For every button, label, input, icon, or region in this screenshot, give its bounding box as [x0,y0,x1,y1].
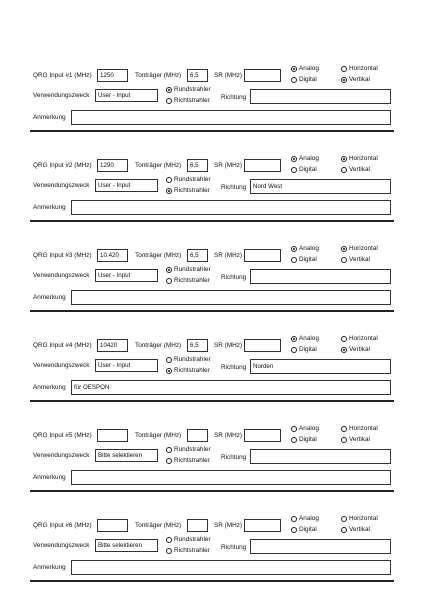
vertikal-radio[interactable] [341,77,347,83]
section-divider [30,220,394,222]
digital-radio[interactable] [291,347,297,353]
vertikal-radio[interactable] [341,347,347,353]
sr-label: SR (MHz) [214,252,243,259]
horizontal-label: Horizontal [349,155,378,162]
verwendungszweck-label: Verwendungszweck [33,362,90,369]
anmerkung-label: Anmerkung [33,204,66,211]
analog-radio[interactable] [291,336,297,342]
rundstrahler-label: Rundstrahler [174,536,211,543]
richtstrahler-label: Richtstrahler [174,97,210,104]
qrg-input[interactable] [97,429,128,442]
richtung-input[interactable]: Nord West [250,179,391,194]
vertikal-radio[interactable] [341,437,347,443]
richtstrahler-label: Richtstrahler [174,367,210,374]
horizontal-label: Horizontal [349,65,378,72]
horizontal-label: Horizontal [349,245,378,252]
analog-radio[interactable] [291,246,297,252]
vertikal-radio[interactable] [341,257,347,263]
section-divider [30,130,394,132]
sr-label: SR (MHz) [214,72,243,79]
horizontal-radio[interactable] [341,156,347,162]
qrg-input[interactable] [97,519,128,532]
tontraeger-label: Tonträger (MHz) [135,162,182,169]
rundstrahler-radio[interactable] [166,357,172,363]
richtung-label: Richtung [221,364,247,371]
richtung-label: Richtung [221,94,247,101]
richtung-input[interactable]: Norden [250,359,391,374]
qrg-input-block-5 [0,421,424,511]
vertikal-label: Vertikal [349,526,370,533]
qrg-input-block-3 [0,241,424,331]
sr-input[interactable] [244,159,281,172]
richtung-input[interactable] [250,89,391,104]
qrg-input[interactable]: 1250 [97,69,128,82]
digital-label: Digital [299,436,317,443]
richtstrahler-radio[interactable] [166,458,172,464]
sr-label: SR (MHz) [214,342,243,349]
sr-label: SR (MHz) [214,432,243,439]
anmerkung-label: Anmerkung [33,564,66,571]
anmerkung-input[interactable] [71,200,391,215]
horizontal-label: Horizontal [349,515,378,522]
qrg-input[interactable]: 10420 [97,339,128,352]
richtstrahler-label: Richtstrahler [174,277,210,284]
qrg-label: QRG Input #6 (MHz) [33,522,92,529]
horizontal-label: Horizontal [349,335,378,342]
anmerkung-input[interactable] [71,470,391,485]
qrg-input-block-6 [0,511,424,601]
digital-radio[interactable] [291,77,297,83]
analog-label: Analog [299,515,319,522]
tontraeger-input[interactable]: 6,5 [187,249,208,262]
qrg-input-block-4 [0,331,424,421]
analog-label: Analog [299,155,319,162]
tontraeger-label: Tonträger (MHz) [135,432,182,439]
analog-label: Analog [299,335,319,342]
vertikal-label: Vertikal [349,346,370,353]
rundstrahler-radio[interactable] [166,537,172,543]
qrg-input[interactable]: 1290 [97,159,128,172]
horizontal-radio[interactable] [341,336,347,342]
vertikal-label: Vertikal [349,166,370,173]
richtstrahler-radio[interactable] [166,188,172,194]
richtung-input[interactable] [250,539,391,554]
rundstrahler-radio[interactable] [166,267,172,273]
richtstrahler-label: Richtstrahler [174,457,210,464]
vertikal-label: Vertikal [349,76,370,83]
verwendungszweck-select[interactable]: User - Input [95,89,158,102]
digital-label: Digital [299,346,317,353]
horizontal-label: Horizontal [349,425,378,432]
vertikal-radio[interactable] [341,527,347,533]
digital-label: Digital [299,526,317,533]
analog-label: Analog [299,65,319,72]
richtung-label: Richtung [221,274,247,281]
richtstrahler-radio[interactable] [166,548,172,554]
verwendungszweck-select[interactable]: Bitte selektieren [95,539,158,552]
tontraeger-input[interactable]: 6,5 [187,69,208,82]
section-divider [30,580,394,582]
tontraeger-label: Tonträger (MHz) [135,252,182,259]
sr-input[interactable] [244,69,281,82]
sr-label: SR (MHz) [214,162,243,169]
richtstrahler-label: Richtstrahler [174,187,210,194]
analog-radio[interactable] [291,516,297,522]
analog-label: Analog [299,425,319,432]
sr-label: SR (MHz) [214,522,243,529]
sr-input[interactable] [244,339,281,352]
anmerkung-input[interactable] [71,290,391,305]
rundstrahler-radio[interactable] [166,177,172,183]
rundstrahler-radio[interactable] [166,87,172,93]
verwendungszweck-label: Verwendungszweck [33,92,90,99]
sr-input[interactable] [244,429,281,442]
richtung-label: Richtung [221,184,247,191]
qrg-label: QRG Input #4 (MHz) [33,342,92,349]
sr-input[interactable] [244,519,281,532]
anmerkung-input[interactable] [71,560,391,575]
anmerkung-label: Anmerkung [33,474,66,481]
richtung-input[interactable] [250,449,391,464]
richtstrahler-radio[interactable] [166,278,172,284]
rundstrahler-label: Rundstrahler [174,446,211,453]
tontraeger-input[interactable] [187,429,208,442]
horizontal-radio[interactable] [341,66,347,72]
vertikal-label: Vertikal [349,436,370,443]
horizontal-radio[interactable] [341,516,347,522]
verwendungszweck-label: Verwendungszweck [33,272,90,279]
tontraeger-label: Tonträger (MHz) [135,342,182,349]
anmerkung-input[interactable] [71,110,391,125]
vertikal-radio[interactable] [341,167,347,173]
rundstrahler-label: Rundstrahler [174,356,211,363]
digital-radio[interactable] [291,167,297,173]
verwendungszweck-label: Verwendungszweck [33,542,90,549]
rundstrahler-radio[interactable] [166,447,172,453]
rundstrahler-label: Rundstrahler [174,266,211,273]
analog-radio[interactable] [291,66,297,72]
analog-radio[interactable] [291,156,297,162]
qrg-label: QRG Input #5 (MHz) [33,432,92,439]
richtstrahler-radio[interactable] [166,368,172,374]
sr-input[interactable] [244,249,281,262]
rundstrahler-label: Rundstrahler [174,176,211,183]
richtstrahler-radio[interactable] [166,98,172,104]
richtstrahler-label: Richtstrahler [174,547,210,554]
qrg-input[interactable]: 10.420 [97,249,128,262]
digital-radio[interactable] [291,257,297,263]
digital-radio[interactable] [291,527,297,533]
qrg-label: QRG Input #2 (MHz) [33,162,92,169]
qrg-input-block-2 [0,151,424,241]
horizontal-radio[interactable] [341,426,347,432]
anmerkung-label: Anmerkung [33,114,66,121]
rundstrahler-label: Rundstrahler [174,86,211,93]
richtung-label: Richtung [221,544,247,551]
verwendungszweck-label: Verwendungszweck [33,182,90,189]
verwendungszweck-select[interactable]: User - Input [95,179,158,192]
richtung-input[interactable] [250,269,391,284]
horizontal-radio[interactable] [341,246,347,252]
section-divider [30,490,394,492]
tontraeger-input[interactable] [187,519,208,532]
anmerkung-label: Anmerkung [33,294,66,301]
qrg-label: QRG Input #3 (MHz) [33,252,92,259]
verwendungszweck-select[interactable]: Bitte selektieren [95,449,158,462]
section-divider [30,400,394,402]
verwendungszweck-select[interactable]: User - Input [95,359,158,372]
digital-label: Digital [299,256,317,263]
anmerkung-input[interactable]: für OESPON [71,380,391,395]
digital-radio[interactable] [291,437,297,443]
tontraeger-input[interactable]: 6,5 [187,339,208,352]
tontraeger-input[interactable]: 6,5 [187,159,208,172]
vertikal-label: Vertikal [349,256,370,263]
tontraeger-label: Tonträger (MHz) [135,72,182,79]
qrg-label: QRG Input #1 (MHz) [33,72,92,79]
anmerkung-label: Anmerkung [33,384,66,391]
tontraeger-label: Tonträger (MHz) [135,522,182,529]
verwendungszweck-select[interactable]: User - Input [95,269,158,282]
analog-radio[interactable] [291,426,297,432]
digital-label: Digital [299,166,317,173]
verwendungszweck-label: Verwendungszweck [33,452,90,459]
richtung-label: Richtung [221,454,247,461]
qrg-input-block-1 [0,61,424,151]
analog-label: Analog [299,245,319,252]
section-divider [30,310,394,312]
digital-label: Digital [299,76,317,83]
